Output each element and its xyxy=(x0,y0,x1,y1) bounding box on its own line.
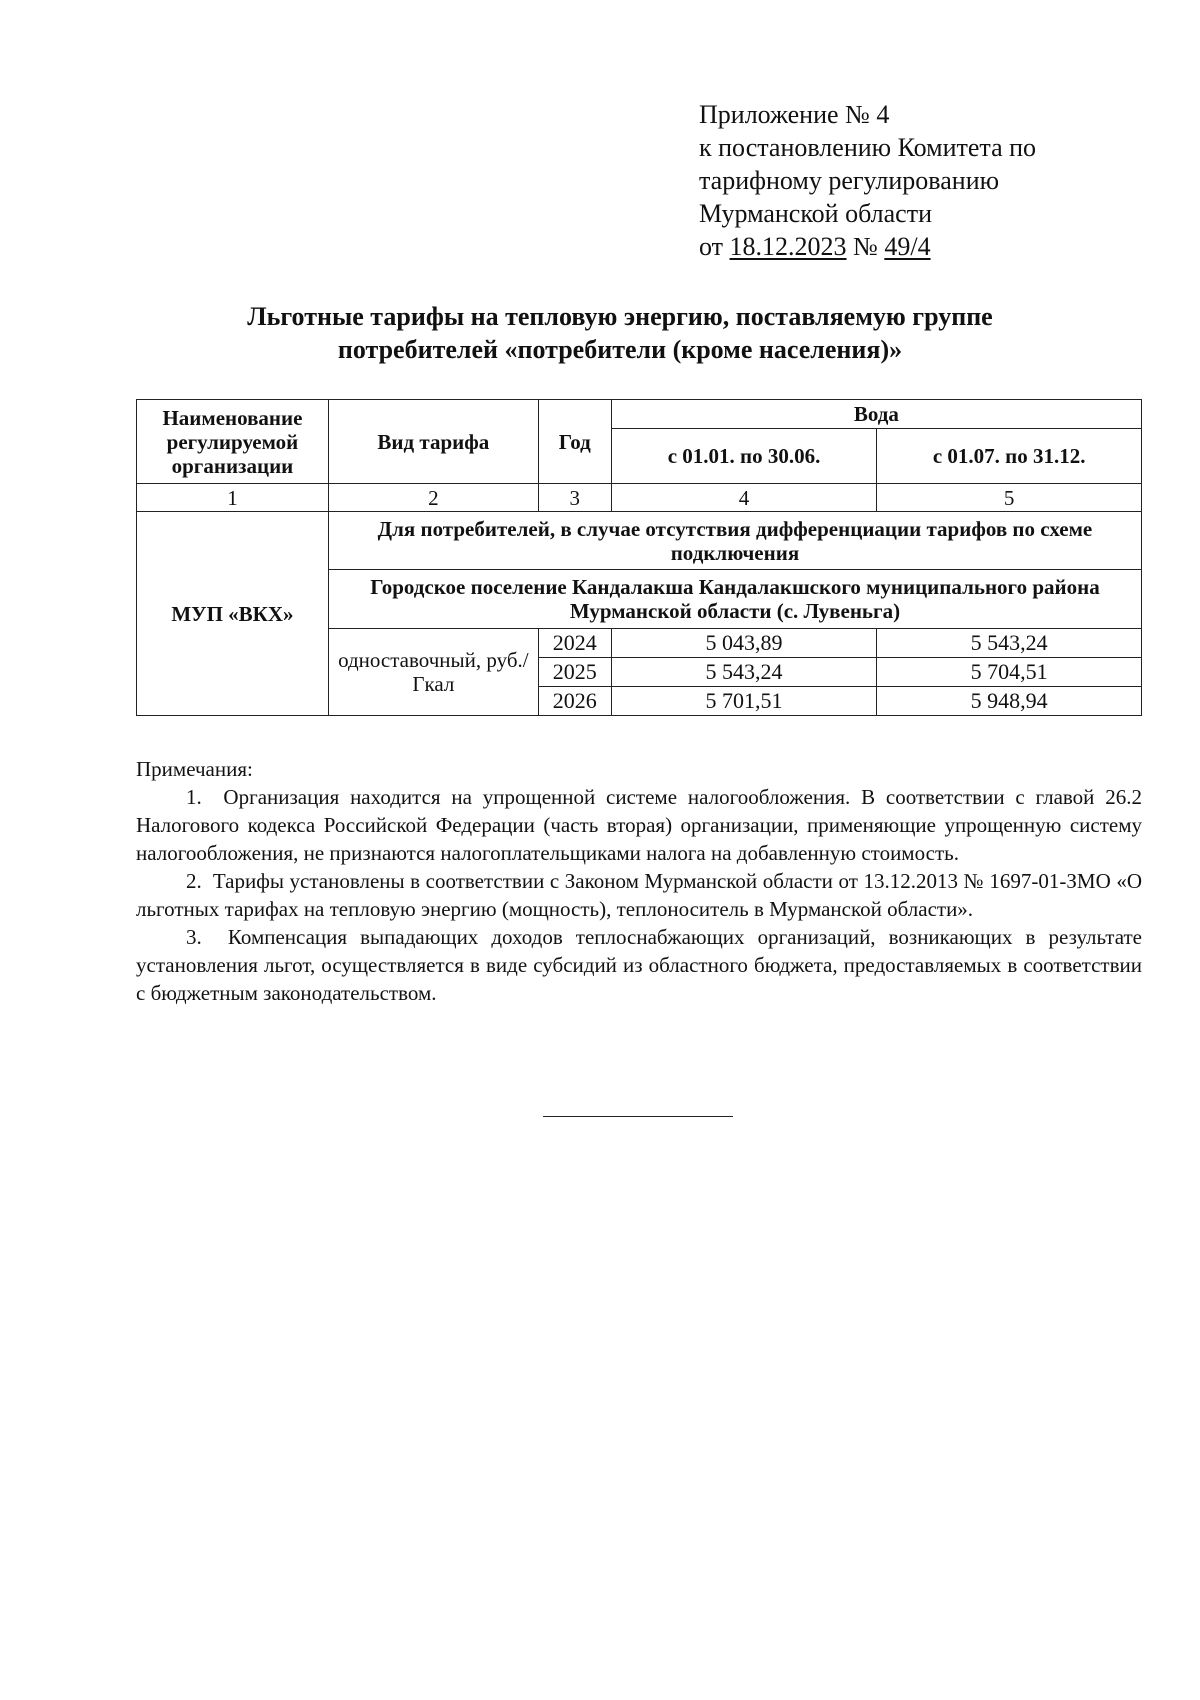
appendix-line-2: к постановлению Комитета по xyxy=(699,133,1037,162)
header-period-1: с 01.01. по 30.06. xyxy=(611,429,877,484)
notes-heading: Примечания: xyxy=(136,757,253,781)
year-cell: 2026 xyxy=(538,687,611,716)
value-cell: 5 543,24 xyxy=(611,658,877,687)
organization-name: МУП «ВКХ» xyxy=(137,512,329,716)
resolution-number: 49/4 xyxy=(884,232,931,261)
column-number: 3 xyxy=(538,484,611,512)
header-water: Вода xyxy=(611,400,1141,429)
resolution-date: 18.12.2023 xyxy=(729,232,847,261)
section-settlement: Городское поселение Кандалакша Кандалакшского муниципального района Мурманской области (с. Лувеньга) xyxy=(328,570,1141,629)
title-line-2: потребителей «потребители (кроме населения)» xyxy=(337,335,903,364)
year-cell: 2024 xyxy=(538,629,611,658)
header-year: Год xyxy=(538,400,611,484)
appendix-line-4: Мурманской области xyxy=(699,199,932,228)
appendix-block xyxy=(699,98,1036,263)
notes-section xyxy=(136,755,1142,1007)
value-cell: 5 543,24 xyxy=(877,629,1142,658)
document-title xyxy=(140,300,1100,366)
note-item: 1. Организация находится на упрощенной системе налогообложения. В соответствии с главой 26.2 Налогового кодекса Российской Федерации (часть вторая) организации, применяющие упрощенную систему налогообложения, не признаются налогоплательщиками налога на добавленную стоимость. xyxy=(136,785,1142,865)
section-no-differentiation: Для потребителей, в случае отсутствия дифференциации тарифов по схеме подключения xyxy=(328,512,1141,570)
value-cell: 5 043,89 xyxy=(611,629,877,658)
number-prefix: № xyxy=(853,232,878,261)
header-organization: Наименование регулируемой организации xyxy=(137,400,329,484)
column-number: 1 xyxy=(137,484,329,512)
tariff-table xyxy=(136,399,1142,716)
header-tariff-type: Вид тарифа xyxy=(328,400,538,484)
tariff-type-cell: одноставочный, руб./Гкал xyxy=(328,629,538,716)
value-cell: 5 948,94 xyxy=(877,687,1142,716)
appendix-line-3: тарифному регулированию xyxy=(699,166,1000,195)
date-prefix: от xyxy=(699,232,724,261)
appendix-date-line xyxy=(699,230,1036,263)
note-item: 3. Компенсация выпадающих доходов теплоснабжающих организаций, возникающих в результате установления льгот, осуществляется в виде субсидий из областного бюджета, предоставляемых в соответствии с бюджетным законодательством. xyxy=(136,925,1142,1005)
column-number: 4 xyxy=(611,484,877,512)
closing-divider xyxy=(543,1116,733,1117)
appendix-line-1: Приложение № 4 xyxy=(699,100,890,129)
year-cell: 2025 xyxy=(538,658,611,687)
value-cell: 5 704,51 xyxy=(877,658,1142,687)
header-period-2: с 01.07. по 31.12. xyxy=(877,429,1142,484)
value-cell: 5 701,51 xyxy=(611,687,877,716)
title-line-1: Льготные тарифы на тепловую энергию, поставляемую группе xyxy=(247,302,993,331)
note-item: 2. Тарифы установлены в соответствии с Законом Мурманской области от 13.12.2013 № 1697-01-ЗМО «О льготных тарифах на тепловую энергию (мощность), теплоноситель в Мурманской области». xyxy=(136,869,1142,921)
column-number: 5 xyxy=(877,484,1142,512)
column-number: 2 xyxy=(328,484,538,512)
